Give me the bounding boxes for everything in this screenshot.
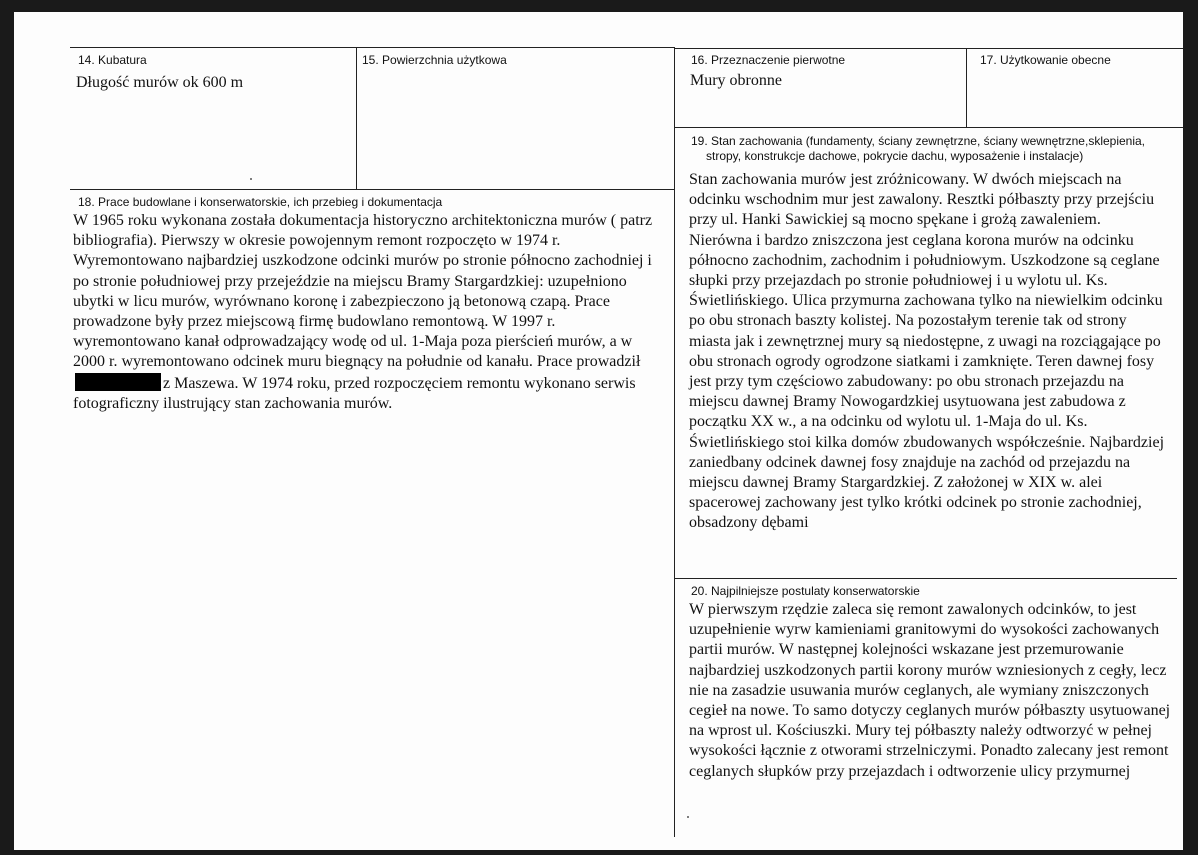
field-18-label: 18. Prace budowlane i konserwatorskie, ich przebieg i dokumentacja [78,195,443,209]
field-15-label: 15. Powierzchnia użytkowa [362,53,507,67]
field-19-text: Stan zachowania murów jest zróżnicowany. W dwóch miejscach na odcinku wschodnim mur jest zawalony. Resztki półbaszty przy przejściu przy ul. Hanki Sawickiej są mocno spękane i grożą zawaleniem. Nierówna i bardzo zniszczona jest ceglana korona murów na odcinku północno zachodnim, zachodnim i południowym. Uszkodzone są ceglane słupki przy przejazdach po stronie południowej i u wylotu ul. Ks. Świetlińskiego. Ulica przymurna zachowana tylko na niewielkim odcinku po obu stronach baszty kolistej. Na pozostałym terenie tak od strony miasta jak i zewnętrznej mury są niedostępne, z uwagi na rozciągające po obu stronach ogrody ogrodzone siatkami i zamknięte. Teren dawnej fosy jest przy tym częściowo zabudowany: po obu stronach przejazdu na miejscu dawnej Bramy Nowogardzkiej usytuowana jest zabudowa z początku XX w., a na odcinku od wylotu ul. 1-Maja do ul. Ks. Świetlińskiego stoi kilka domów zbudowanych współcześnie. Najbardziej zaniedbany odcinek dawnej fosy znajduje na zachód od przejazdu na miejscu dawnej Bramy Stargardzkiej. Z założonej w XIX w. alei spacerowej zachowany jest tylko krótki odcinek po stronie zachodniej, obsadzony dębami [689,171,1165,532]
top-rule-right [674,48,1183,49]
divider-16-17 [966,48,967,128]
form-sheet [14,10,1183,850]
field-18-text [73,211,661,414]
scan-speck [250,178,252,180]
field-18-text-after: z Maszewa. W 1974 roku, przed rozpoczęciem remontu wykonano serwis fotograficzny ilustrujący stan zachowania murów. [73,374,636,412]
field-16-value: Mury obronne [690,72,782,89]
divider-14-15 [356,47,357,189]
field-16-label: 16. Przeznaczenie pierwotne [691,53,846,67]
field-20-text: W pierwszym rzędzie zaleca się remont zawalonych odcinków, to jest uzupełnienie wyrw kamieniami granitowymi do wysokości zachowanych partii murów. W następnej kolejności wskazane jest przemurowanie najbardziej uszkodzonych partii korony murów wzniesionych z cegły, lecz nie na zasadzie usuwania murów ceglanych, ale wymiany zniszczonych cegieł na nowe. To samo dotyczy ceglanych murów półbaszty usytuowanej na wprost ul. Kościuszki. Mury tej półbaszty należy odtworzyć w pełnej wysokości łącznie z otworami strzelniczymi. Ponadto zalecany jest remont ceglanych słupków przy przejazdach i odtworzenie ulicy przymurnej [689,601,1171,780]
scan-speck [687,816,689,818]
field-19-label-line2: stropy, konstrukcje dachowe, pokrycie dachu, wyposażenie i instalacje) [706,149,1084,163]
top-rule-left [70,47,674,48]
redacted-name [75,373,161,391]
field-20-label: 20. Najpilniejsze postulaty konserwatorskie [691,584,920,598]
field-14-value: Długość murów ok 600 m [76,74,244,91]
field-14-label: 14. Kubatura [78,53,147,67]
scan-edge [0,0,1198,12]
center-divider [674,47,675,837]
field-18-text-before: W 1965 roku wykonana została dokumentacja historyczno architektoniczna murów ( patrz bibliografia). Pierwszy w okresie powojennym remont rozpoczęto w 1974 r. Wyremontowano najbardziej uszkodzone odcinki murów po stronie północno zachodniej i po stronie południowej przy przejeździe na miejscu Bramy Stargardzkiej: uzupełniono ubytki w licu murów, wyrównano koronę i zabezpieczono ją betonową czapą. Prace prowadzone były przez miejscową firmę budowlano remontową. W 1997 r. wyremontowano kanał odprowadzający wodę od ul. 1-Maja poza pierścień murów, a w 2000 r. wyremontowano odcinek muru biegnący na południe od kanału. Prace prowadził [73,212,653,371]
rule-under-19 [674,578,1177,579]
rule-above-18 [70,189,674,190]
field-17-label: 17. Użytkowanie obecne [980,53,1111,67]
rule-under-16-17 [674,127,1183,128]
field-19-label-line1: 19. Stan zachowania (fundamenty, ściany zewnętrzne, ściany wewnętrzne,sklepienia, [691,134,1146,148]
